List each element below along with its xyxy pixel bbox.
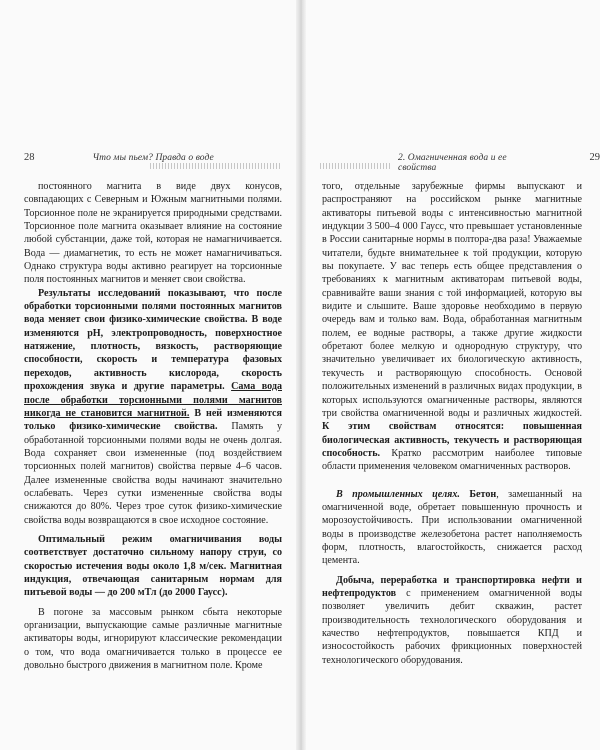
left-body-text [24,180,282,672]
right-header-rule [320,163,390,169]
right-running-title: 2. Омагниченная вода и ее свойства [398,153,507,173]
left-paragraph-2 [24,287,282,527]
left-paragraph-3: Оптимальный режим омагничивания воды соответствует достаточно сильному напору струи, со скоростью истечения воды около 1,8 м/сек. Магнитная индукция, отвечающая санитарным нормам для питьевой воды — до 200 мТл (до 2000 Гаусс). [24,533,282,599]
left-header-rule [150,163,280,169]
right-paragraph-1 [322,180,582,474]
left-page [0,0,296,750]
left-page-number: 28 [24,152,35,163]
right-paragraph-2-lead: В промышленных целях. [336,488,460,500]
right-paragraph-3-bold: Добыча, переработка и транспортировка нефти и нефтепродуктов [322,574,582,599]
right-paragraph-1-bold: К этим свойствам относятся: повышенная биологическая активность, текучесть и растворяющая способность. [322,421,582,459]
right-paragraph-3-tail: с применением омагниченной воды позволяет увеличить дебит скважин, растет производительность технологического оборудования и качество нефтепродуктов, повышается КПД и износостойкость рабочих фрикционных поверхностей технологического оборудования. [322,587,582,666]
right-page-number: 29 [589,152,600,163]
right-paragraph-1-tail: Кратко рассмотрим наиболее типовые области применения человеком омагниченных растворов. [322,447,582,473]
left-paragraph-2-tail: Память у обработанной торсионными полями воды не очень долгая. Вода сохраняет свои измененные (под воздействием торсионных полей магнитов) свойства первые 4–6 часов. Далее измененные свойства воды начинают значительно ослабевать. Через сутки измененные свойства воды снижаются до 80%. Через трое суток физико-химические свойства воды возвращаются в свое исходное состояние. [24,421,283,526]
left-paragraph-2-underlined: Сама вода после обработки торсионными полями магнитов никогда не становится магнитной. [24,381,282,419]
left-paragraph-1: постоянного магнита в виде двух конусов, совпадающих с Северным и Южным магнитными полями. Торсионное поле не экранируется природными средствами. Торсионное поле магнита оказывает влияние на состояние любой субстанции, даже той, которая не намагничивается. Вода — диамагнетик, то есть не может намагничиваться. Однако структура воды активно реагирует на торсионные поля постоянных магнитов и меняет свои свойства. [24,181,282,286]
right-page [306,0,600,750]
left-paragraph-2-bold-end: В ней изменяются только физико-химические свойства. [24,407,283,433]
right-paragraph-2 [322,488,582,568]
spine-gutter [296,0,306,750]
left-running-title: Что мы пьем? Правда о воде [92,153,214,163]
right-paragraph-3 [322,574,582,667]
right-running-head [398,152,600,173]
left-paragraph-4: В погоне за массовым рынком сбыта некоторые организации, выпускающие самые различные магнитные активаторы воды, игнорируют классические рекомендации о том, что вода омагничивается только в процессе ее довольно быстрого движения в магнитном поле. Кроме [24,606,282,672]
left-running-head [24,152,214,163]
right-paragraph-2-tail: , замешанный на омагниченной воде, обретает повышенную прочность и морозоустойчивость. При использовании омагниченной воды в производстве железобетона растет наполняемость форм, плотность, влагостойкость, снижается расход цемента. [322,488,582,567]
right-paragraph-1-text: того, отдельные зарубежные фирмы выпускают и распространяют на российском рынке магнитные активаторы питьевой воды с интенсивностью магнитной индукции 3 500–4 000 Гаусс, что превышает установленные в России санитарные нормы в полтора-два раза! Уважаемые читатели, будьте внимательнее к той продукции, которую вы покупаете. У вас теперь есть общее представления о требованиях к магнитным активаторам питьевой воды, сравнивайте ваши знания с той информацией, которую вы видите и слышите. Ваше здоровье необходимо в первую очередь вам и только вам. Вода, обработанная магнитным полем, ее водные растворы, а также другие жидкости обретают более мелкую и однородную структуру, что значительно увеличивает их биологическую активность, текучесть и растворяющую способность. Основой положительных изменений в различных видах продукции, в которых используются омагниченные растворы, являются три свойства омагниченной воды и различных жидкостей. [322,181,582,419]
right-body-text [322,180,582,667]
left-paragraph-2-bold: Результаты исследований показывают, что после обработки торсионными полями постоянных магнитов вода меняет свои физико-химические свойства. В воде изменяются pH, электропроводность, поверхностное натяжение, плотность, вязкость, растворяющие способности, скорость и температура фазовых переходов, активность кислорода, скорость прохождения звука и другие параметры. [24,287,282,393]
right-paragraph-2-bold: Бетон [469,488,497,500]
